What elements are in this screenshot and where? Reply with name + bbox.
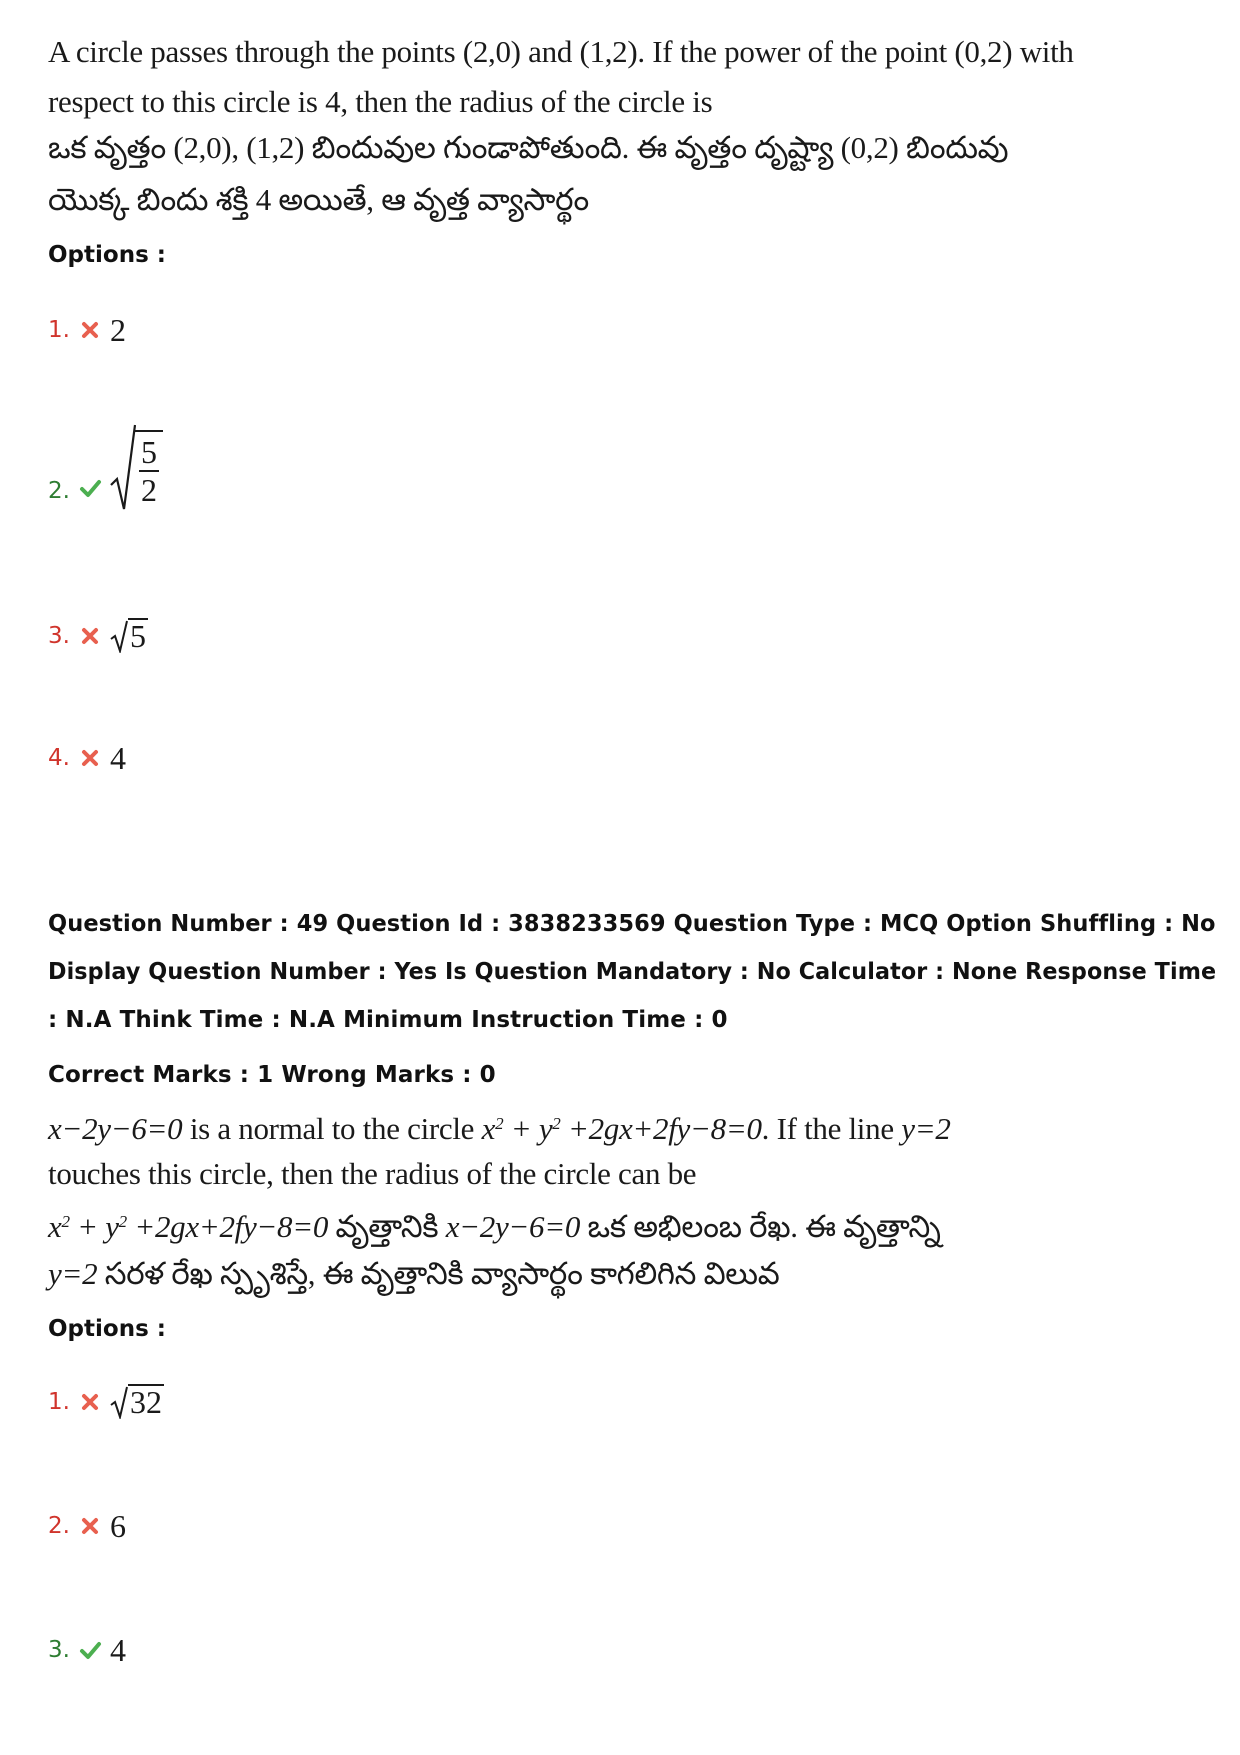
q49-stem-telugu-line-1: [48, 1202, 941, 1247]
q49-stem-english-line-2: touches this circle, then the radius of the circle can be: [48, 1156, 697, 1191]
option-value-sqrt-fraction: [110, 423, 163, 513]
q48-option-1[interactable]: [48, 300, 126, 360]
option-value-sqrt: [110, 619, 148, 653]
cross-icon: [78, 318, 102, 342]
q49-options-heading: Options :: [48, 1316, 166, 1342]
fraction-numerator: 5: [141, 434, 157, 470]
q49-stem-english-line-1: [48, 1104, 951, 1149]
check-icon: [78, 1638, 102, 1662]
option-value: 4: [110, 739, 126, 776]
radicand: 5: [130, 618, 146, 654]
q49-stem-telugu-line-2: [48, 1254, 779, 1294]
q48-stem-telugu-line-2: యొక్క బిందు శక్తి 4 అయితే, ఆ వృత్త వ్యాసార్థం: [48, 182, 589, 217]
q48-stem-english-line-1: A circle passes through the points (2,0) and (1,2). If the power of the point (0,2) with: [48, 34, 1074, 69]
q49-meta-line-2: Display Question Number : Yes Is Question Mandatory : No Calculator : None Response Time: [48, 959, 1217, 985]
radical-sign-icon: [110, 1385, 128, 1419]
q48-stem-telugu-line-1: ఒక వృత్తం (2,0), (1,2) బిందువుల గుండాపోతుంది. ఈ వృత్తం దృష్ట్యా (0,2) బిందువు: [48, 130, 1009, 165]
q49-option-2[interactable]: [48, 1496, 126, 1556]
option-value-sqrt: [110, 1385, 164, 1419]
q49-marks: Correct Marks : 1 Wrong Marks : 0: [48, 1062, 496, 1088]
option-value: 6: [110, 1507, 126, 1544]
q49-meta-line-1: Question Number : 49 Question Id : 3838233569 Question Type : MCQ Option Shuffling : No: [48, 911, 1216, 937]
option-number: 4.: [48, 745, 70, 771]
cross-icon: [78, 746, 102, 770]
stem-text: వృత్తానికి: [328, 1209, 446, 1245]
radicand: 32: [130, 1384, 162, 1420]
q48-stem-english-line-2: respect to this circle is 4, then the radius of the circle is: [48, 84, 713, 119]
stem-text: . If the line: [761, 1111, 902, 1147]
option-number: 1.: [48, 317, 70, 343]
check-icon: [78, 476, 102, 500]
radical-sign-icon: [110, 619, 128, 653]
option-value: 4: [110, 1631, 126, 1668]
radical-sign-icon: [110, 423, 136, 513]
option-number: 3.: [48, 623, 70, 649]
circle-equation: $x^2 + y^2 +2gx+2fy-8=0$: [48, 1209, 329, 1245]
q48-options-heading: Options :: [48, 242, 166, 268]
q49-option-1[interactable]: [48, 1372, 164, 1432]
normal-line-equation: x−2y−6=0: [48, 1111, 183, 1147]
option-number: 3.: [48, 1637, 70, 1663]
option-number: 2.: [48, 1513, 70, 1539]
normal-line-equation: x−2y−6=0: [445, 1209, 581, 1245]
q48-option-4[interactable]: [48, 728, 126, 788]
option-number: 1.: [48, 1389, 70, 1415]
fraction: [135, 430, 163, 506]
option-number: 2.: [48, 478, 70, 504]
tangent-line-equation: y=2: [901, 1111, 951, 1147]
q49-option-3[interactable]: [48, 1620, 126, 1680]
cross-icon: [78, 1390, 102, 1414]
circle-equation: $x^2 + y^2 +2gx+2fy-8=0$: [481, 1111, 762, 1147]
stem-text: ఒక అభిలంబ రేఖ. ఈ వృత్తాన్ని: [580, 1209, 941, 1245]
q48-option-2[interactable]: [48, 418, 163, 518]
option-value: 2: [110, 311, 126, 348]
tangent-line-equation: y=2: [48, 1256, 98, 1291]
q48-option-3[interactable]: [48, 606, 148, 666]
stem-text: సరళ రేఖ స్పృశిస్తే, ఈ వృత్తానికి వ్యాసార్థం కాగలిగిన విలువ: [97, 1256, 780, 1291]
stem-text: is a normal to the circle: [182, 1111, 482, 1147]
q49-meta-line-3: : N.A Think Time : N.A Minimum Instruction Time : 0: [48, 1007, 728, 1033]
cross-icon: [78, 1514, 102, 1538]
fraction-denominator: 2: [141, 472, 157, 508]
cross-icon: [78, 624, 102, 648]
